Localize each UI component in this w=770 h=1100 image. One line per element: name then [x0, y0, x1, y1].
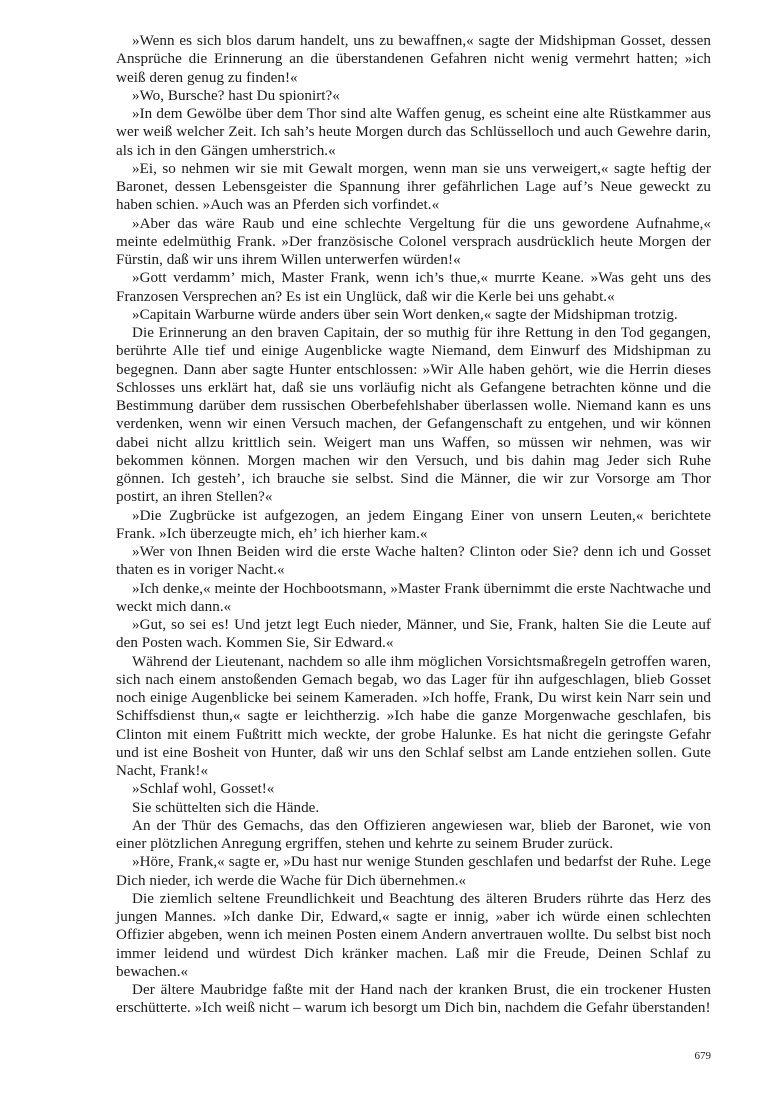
paragraph: Der ältere Maubridge faßte mit der Hand nach der kranken Brust, die ein trockener Husten erschütterte. »Ich weiß nicht – warum ich besorgt um Dich bin, nachdem die Gefahr überstanden!	[116, 982, 711, 1017]
paragraph: »Die Zugbrücke ist aufgezogen, an jedem Eingang Einer von unsern Leuten,« berichtete Frank. »Ich überzeugte mich, eh’ ich hierher kam.«	[116, 507, 711, 542]
paragraph: Die Erinnerung an den braven Capitain, der so muthig für ihre Rettung in den Tod gegangen, berührte Alle tief und einige Augenblicke wagte Niemand, dem Einwurf des Midshipman zu begegnen. Dann aber sagte Hunter entschlossen: »Wir Alle haben gehört, wie die Herrin dieses Schlosses uns erklärt hat, daß sie uns vorläufig nicht als Gefangene betrachten könne und die Bestimmung darüber dem russischen Oberbefehlshaber überlassen wolle. Niemand kann es uns verdenken, wenn wir einen Versuch machen, der Gefangenschaft zu entgehen, und wir können dabei nicht allzu krittlich sein. Weigert man uns Waffen, so müssen wir nehmen, was wir bekommen können. Morgen machen wir den Versuch, und bis dahin mag Jeder sich Ruhe gönnen. Ich gesteh’, ich brauche sie selbst. Sind die Männer, die wir zur Vorsorge am Thor postirt, an ihren Stellen?«	[116, 325, 711, 506]
paragraph: »Ei, so nehmen wir sie mit Gewalt morgen, wenn man sie uns verweigert,« sagte heftig der Baronet, dessen Lebensgeister die Spannung ihrer gefährlichen Lage auf’s Neue geweckt zu haben schien. »Auch was an Pferden sich vorfindet.«	[116, 160, 711, 214]
paragraph: Die ziemlich seltene Freundlichkeit und Beachtung des älteren Bruders rührte das Herz des jungen Mannes. »Ich danke Dir, Edward,« sagte er innig, »aber ich würde einen schlechten Offizier abgeben, wenn ich meinen Posten einem Andern anvertrauen wollte. Du selbst bist noch immer leidend und würdest Dich kränker machen. Laß mir die Freude, Deinen Schlaf zu bewachen.«	[116, 890, 711, 980]
paragraph: »Höre, Frank,« sagte er, »Du hast nur wenige Stunden geschlafen und bedarfst der Ruhe. Lege Dich nieder, ich werde die Wache für Dich übernehmen.«	[116, 854, 711, 889]
paragraph: Während der Lieutenant, nachdem so alle ihm möglichen Vorsichtsmaßregeln getroffen waren, sich nach einem anstoßenden Gemach begab, wo das Lager für ihn aufgeschlagen, blieb Gosset noch einige Augenblicke bei seinem Kameraden. »Ich hoffe, Frank, Du wirst kein Narr sein und Schiffsdienst thun,« sagte er leichtherzig. »Ich habe die ganze Morgenwache geschlafen, bis Clinton mit einem Fußtritt mich weckte, der grobe Halunke. Es hat nicht die geringste Gefahr und ist eine Bosheit von Hunter, daß wir uns den Schlaf selbst am Lande entziehen sollen. Gute Nacht, Frank!«	[116, 653, 711, 779]
paragraph: »Schlaf wohl, Gosset!«	[132, 781, 275, 798]
paragraph: »Capitain Warburne würde anders über sein Wort denken,« sagte der Midshipman trotzig.	[132, 306, 678, 323]
paragraph: »Gott verdamm’ mich, Master Frank, wenn ich’s thue,« murrte Keane. »Was geht uns des Franzosen Versprechen an? Es ist ein Unglück, daß wir die Kerle bei uns gehabt.«	[116, 270, 711, 305]
paragraph: »Ich denke,« meinte der Hochbootsmann, »Master Frank übernimmt die erste Nachtwache und weckt mich dann.«	[116, 580, 711, 615]
paragraph: An der Thür des Gemachs, das den Offizieren angewiesen war, blieb der Baronet, wie von einer plötzlichen Anregung ergriffen, stehen und kehrte zu seinem Bruder zurück.	[116, 817, 711, 852]
paragraph: »Aber das wäre Raub und eine schlechte Vergeltung für die uns gewordene Aufnahme,« meinte edelmüthig Frank. »Der französische Colonel versprach ausdrücklich heute Morgen der Fürstin, daß wir uns ihrem Willen unterwerfen würden!«	[116, 215, 711, 268]
paragraph: »Wer von Ihnen Beiden wird die erste Wache halten? Clinton oder Sie? denn ich und Gosset thaten es in voriger Nacht.«	[116, 544, 711, 579]
paragraph: »Wenn es sich blos darum handelt, uns zu bewaffnen,« sagte der Midshipman Gosset, dessen Ansprüche die Erinnerung an die überstandenen Gefahren nicht wenig vermehrt hatten; »ich weiß deren genug zu finden!«	[116, 33, 711, 86]
paragraph: »In dem Gewölbe über dem Thor sind alte Waffen genug, es scheint eine alte Rüstkammer aus wer weiß welcher Zeit. Ich sah’s heute Morgen durch das Schlüsselloch und auch Gewehre darin, als ich in den Gängen umherstrich.«	[116, 106, 711, 159]
paragraph: Sie schüttelten sich die Hände.	[132, 799, 320, 816]
paragraph: »Gut, so sei es! Und jetzt legt Euch nieder, Männer, und Sie, Frank, halten Sie die Leute auf den Posten wach. Kommen Sie, Sir Edward.«	[116, 617, 711, 652]
page-text-body	[116, 32, 711, 1018]
paragraph: »Wo, Bursche? hast Du spionirt?«	[132, 87, 340, 104]
page-number: 679	[694, 1050, 711, 1062]
